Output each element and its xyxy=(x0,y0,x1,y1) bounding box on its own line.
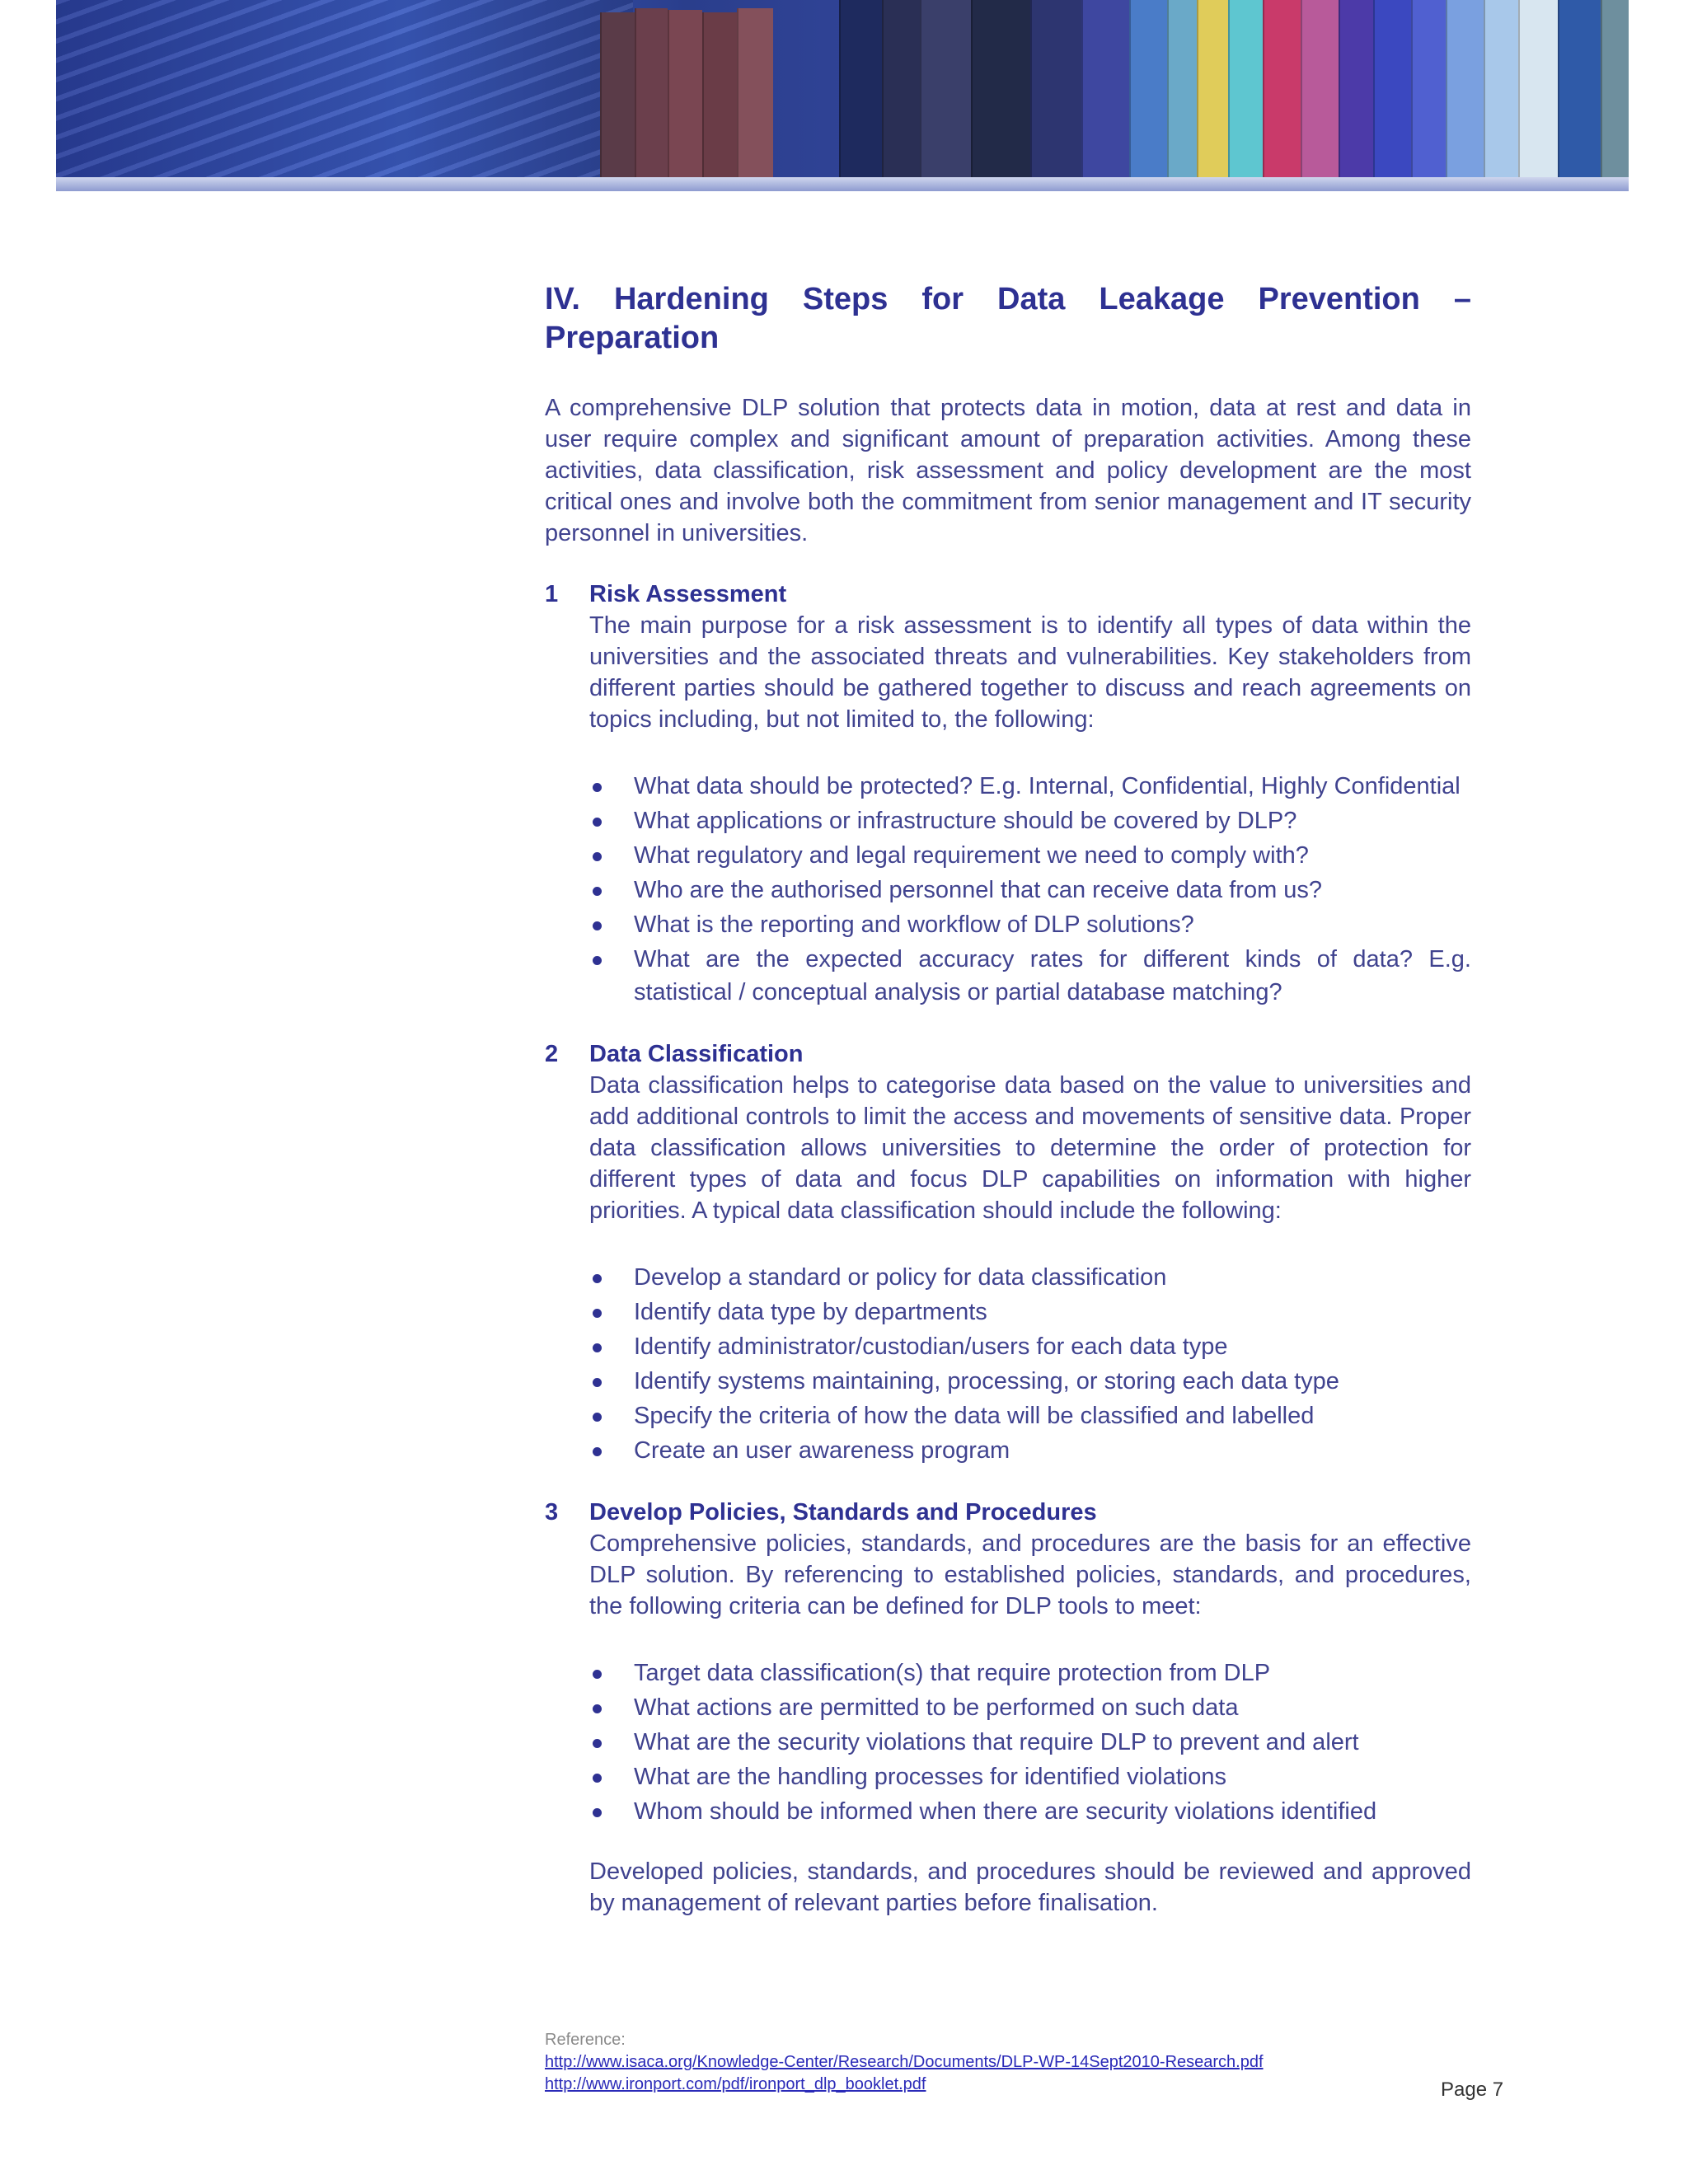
book-spine xyxy=(1411,0,1446,177)
bullet-list xyxy=(589,1657,1471,1828)
section-policies xyxy=(545,1497,1471,1919)
book-spine xyxy=(600,12,635,177)
header-banner-image xyxy=(56,0,1629,191)
book-spine xyxy=(1263,0,1301,177)
book-spine xyxy=(1081,0,1129,177)
list-item: Identify administrator/custodian/users for each data type xyxy=(589,1330,1471,1363)
list-item: Create an user awareness program xyxy=(589,1434,1471,1467)
list-item: What regulatory and legal requirement we need to comply with? xyxy=(589,839,1471,872)
list-item: Specify the criteria of how the data will be classified and labelled xyxy=(589,1399,1471,1432)
book-spine xyxy=(971,0,1030,177)
bullet-list xyxy=(589,1261,1471,1467)
section-risk-assessment xyxy=(545,579,1471,1009)
list-item: What are the security violations that require DLP to prevent and alert xyxy=(589,1726,1471,1759)
list-item: What is the reporting and workflow of DLP solutions? xyxy=(589,908,1471,941)
book-spine xyxy=(668,10,702,177)
closing-paragraph: Developed policies, standards, and procedures should be reviewed and approved by management of relevant parties before finalisation. xyxy=(589,1858,1471,1916)
book-spine xyxy=(1601,0,1629,177)
book-spine xyxy=(920,0,971,177)
book-spine xyxy=(1228,0,1263,177)
section-body: Data classification helps to categorise data based on the value to universities and add additional controls to limit the access and movements of sensitive data. Proper data classification allows universities to determine the order of protection for different types of data and focus DLP capabilities on information with higher priorities. A typical data classification should include the following: xyxy=(589,1072,1471,1224)
book-spine xyxy=(1129,0,1167,177)
book-spine xyxy=(1558,0,1601,177)
reference-link-isaca[interactable]: http://www.isaca.org/Knowledge-Center/Research/Documents/DLP-WP-14Sept2010-Research.pdf xyxy=(545,2053,1264,2071)
list-item: Whom should be informed when there are security violations identified xyxy=(589,1795,1471,1828)
section-body: The main purpose for a risk assessment is to identify all types of data within the universities and the associated threats and vulnerabilities. Key stakeholders from different parties should be gathered together to discuss and reach agreements on topics including, but not limited to, the following: xyxy=(589,612,1471,733)
book-spine xyxy=(1518,0,1558,177)
book-spine xyxy=(1373,0,1411,177)
book-spine xyxy=(839,0,882,177)
book-spine xyxy=(1301,0,1339,177)
section-title: Risk Assessment xyxy=(589,581,787,607)
section-body: Comprehensive policies, standards, and procedures are the basis for an effective DLP solution. By referencing to established policies, standards, and procedures, the following criteria can be defined for DLP tools to meet: xyxy=(589,1530,1471,1619)
list-item: What are the expected accuracy rates for different kinds of data? E.g. statistical / conceptual analysis or partial database matching? xyxy=(589,943,1471,1009)
book-spine xyxy=(1446,0,1484,177)
section-number: 3 xyxy=(545,1499,559,1526)
book-spine xyxy=(635,8,668,177)
section-title: Develop Policies, Standards and Procedures xyxy=(589,1499,1097,1526)
list-item: Develop a standard or policy for data classification xyxy=(589,1261,1471,1294)
section-title: Data Classification xyxy=(589,1041,804,1067)
book-spine xyxy=(1484,0,1518,177)
book-spine xyxy=(1197,0,1228,177)
page-content xyxy=(545,280,1471,1919)
list-item: What actions are permitted to be performed on such data xyxy=(589,1691,1471,1724)
book-spine xyxy=(882,0,920,177)
page-number: Page 7 xyxy=(1441,2079,1504,2101)
references xyxy=(545,2029,1264,2096)
list-item: What data should be protected? E.g. Internal, Confidential, Highly Confidential xyxy=(589,770,1471,803)
list-item: Identify data type by departments xyxy=(589,1296,1471,1329)
section-number: 2 xyxy=(545,1041,559,1067)
list-item: Target data classification(s) that require protection from DLP xyxy=(589,1657,1471,1690)
list-item: What applications or infrastructure should be covered by DLP? xyxy=(589,804,1471,837)
list-item: What are the handling processes for identified violations xyxy=(589,1760,1471,1793)
section-data-classification xyxy=(545,1038,1471,1467)
reference-label: Reference: xyxy=(545,2031,626,2049)
book-spine xyxy=(1339,0,1373,177)
list-item: Identify systems maintaining, processing, or storing each data type xyxy=(589,1365,1471,1398)
list-item: Who are the authorised personnel that can receive data from us? xyxy=(589,874,1471,907)
reference-link-ironport[interactable]: http://www.ironport.com/pdf/ironport_dlp_booklet.pdf xyxy=(545,2075,926,2093)
banner-shadow-stripes xyxy=(56,0,633,191)
page-title: IV. Hardening Steps for Data Leakage Prevention – Preparation xyxy=(545,282,1471,355)
book-spine xyxy=(702,12,737,177)
intro-paragraph: A comprehensive DLP solution that protects data in motion, data at rest and data in user require complex and significant amount of preparation activities. Among these activities, data classification, risk assessment and policy development are the most critical ones and involve both the commitment from senior management and IT security personnel in universities. xyxy=(545,395,1471,546)
book-spine xyxy=(1167,0,1197,177)
bullet-list xyxy=(589,770,1471,1009)
book-spine xyxy=(737,8,773,177)
section-number: 1 xyxy=(545,581,559,607)
book-spine xyxy=(1030,0,1081,177)
shelf-edge xyxy=(56,177,1629,191)
